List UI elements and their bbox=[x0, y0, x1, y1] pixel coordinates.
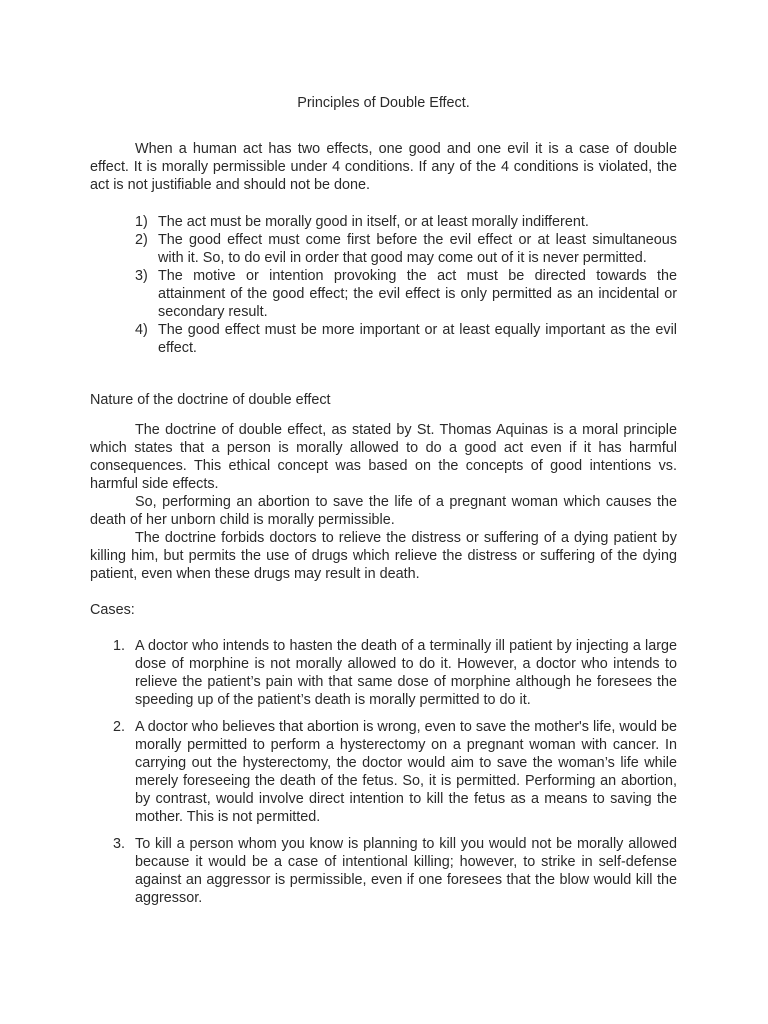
condition-text: The motive or intention provoking the act must be directed towards the attainment of the good effect; the evil effect is only permitted as an incidental or secondary result. bbox=[158, 268, 677, 320]
condition-item bbox=[90, 321, 677, 357]
cases-list bbox=[90, 637, 677, 907]
case-number: 3. bbox=[113, 836, 126, 852]
nature-paragraph: So, performing an abortion to save the life of a pregnant woman which causes the death of her unborn child is morally permissible. bbox=[90, 494, 677, 528]
conditions-list bbox=[90, 213, 677, 357]
case-text: To kill a person whom you know is planning to kill you would not be morally allowed because it would be a case of intentional killing; however, to strike in self-defense against an aggressor is permissible, even if one foresees that the blow would kill the aggressor. bbox=[135, 836, 677, 906]
condition-item bbox=[90, 213, 677, 231]
case-number: 1. bbox=[113, 638, 126, 654]
condition-number: 2) bbox=[135, 232, 148, 248]
condition-number: 4) bbox=[135, 322, 148, 338]
nature-paragraph: The doctrine forbids doctors to relieve the distress or suffering of a dying patient by killing him, but permits the use of drugs which relieve the distress or suffering of the dying patient, even when these drugs may result in death. bbox=[90, 530, 677, 582]
condition-text: The good effect must be more important or at least equally important as the evil effect. bbox=[158, 322, 677, 356]
intro-paragraph: When a human act has two effects, one good and one evil it is a case of double effect. It is morally permissible under 4 conditions. If any of the 4 conditions is violated, the act is not justifiable and should not be done. bbox=[90, 141, 677, 193]
case-item bbox=[90, 637, 677, 709]
condition-number: 3) bbox=[135, 268, 148, 284]
document-page bbox=[90, 94, 677, 916]
condition-number: 1) bbox=[135, 214, 148, 230]
case-item bbox=[90, 835, 677, 907]
nature-paragraph: The doctrine of double effect, as stated by St. Thomas Aquinas is a moral principle which states that a person is morally allowed to do a good act even if it has harmful consequences. This ethical concept was based on the concepts of good intentions vs. harmful side effects. bbox=[90, 422, 677, 492]
condition-item bbox=[90, 231, 677, 267]
condition-text: The good effect must come first before the evil effect or at least simultaneous with it. So, to do evil in order that good may come out of it is never permitted. bbox=[158, 232, 677, 266]
nature-heading: Nature of the doctrine of double effect bbox=[90, 392, 331, 408]
nature-section bbox=[90, 421, 677, 583]
case-text: A doctor who intends to hasten the death of a terminally ill patient by injecting a large dose of morphine is not morally allowed to do it. However, a doctor who intends to relieve the patient’s pain with that same dose of morphine although he foresees the speeding up of the patient’s death is morally permitted to do it. bbox=[135, 638, 677, 708]
condition-text: The act must be morally good in itself, or at least morally indifferent. bbox=[158, 214, 589, 230]
condition-item bbox=[90, 267, 677, 321]
document-title: Principles of Double Effect. bbox=[297, 95, 470, 111]
case-item bbox=[90, 718, 677, 826]
case-text: A doctor who believes that abortion is wrong, even to save the mother's life, would be morally permitted to perform a hysterectomy on a pregnant woman with cancer. In carrying out the hysterectomy, the doctor would aim to save the woman’s life while merely foreseeing the death of the fetus. So, it is permitted. Performing an abortion, by contrast, would involve direct intention to kill the fetus as a means to saving the mother. This is not permitted. bbox=[135, 719, 677, 825]
cases-heading: Cases: bbox=[90, 602, 135, 618]
case-number: 2. bbox=[113, 719, 126, 735]
